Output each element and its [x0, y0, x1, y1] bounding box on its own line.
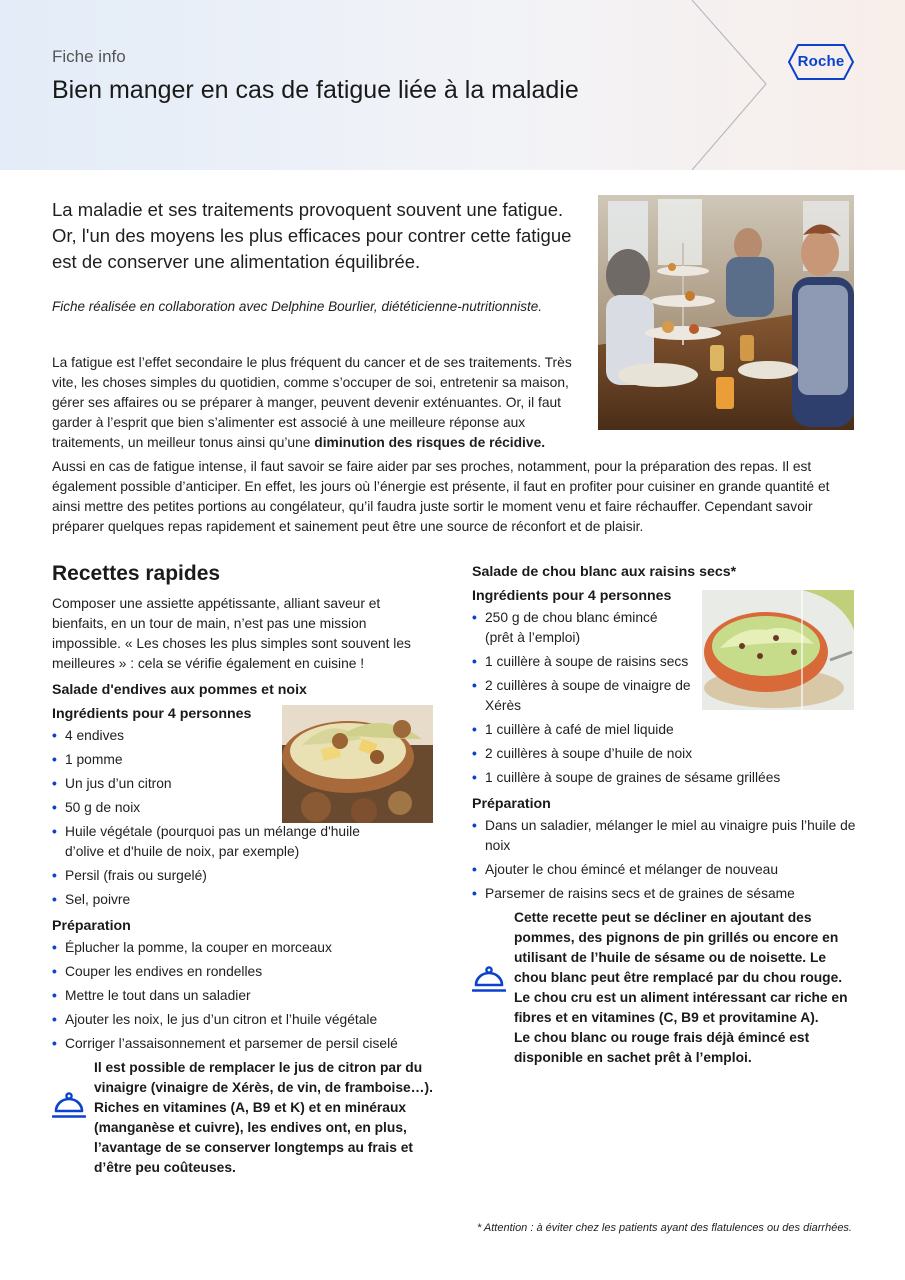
header-banner — [0, 0, 905, 170]
list-item: • 50 g de noix — [52, 798, 442, 818]
list-item: • Couper les endives en rondelles — [52, 962, 442, 982]
list-item: • Ajouter les noix, le jus d’un citron et l’huile végétale — [52, 1010, 442, 1030]
document-kicker: Fiche info — [52, 47, 126, 66]
list-item: • 2 cuillères à soupe de vinaigre de Xérès — [472, 676, 702, 716]
list-item: • Parsemer de raisins secs et de graines de sésame — [472, 884, 862, 904]
left-column — [52, 560, 442, 1178]
list-item: • Éplucher la pomme, la couper en morceaux — [52, 938, 442, 958]
recipe2-tip-text-1: Cette recette peut se décliner en ajoutant des pommes, des pignons de pin grillés ou encore en utilisant de l’huile de sésame ou de noisette. Le chou blanc peut être remplacé par du chou rouge. Le chou cru est un aliment intéressant car riche en fibres et en vitamines (C, B9 et provitamine A). — [514, 910, 848, 1025]
credit-line: Fiche réalisée en collaboration avec Delphine Bourlier, diététicienne-nutritionniste. — [52, 299, 543, 314]
list-item: • 4 endives — [52, 726, 442, 746]
list-item: • 2 cuillères à soupe d’huile de noix — [472, 744, 862, 764]
photo-illustration — [598, 195, 854, 430]
list-item: • 1 cuillère à soupe de graines de sésame grillées — [472, 768, 862, 788]
recipe1-tip-text: Il est possible de remplacer le jus de citron par du vinaigre (vinaigre de Xérès, de vin, de framboise…). Riches en vitamines (A, B9 et K) et en minéraux (manganèse et cuivre), les endives ont, en plus, l’avantage de se conserver longtemps au frais et d’être peu coûteuses. — [94, 1060, 433, 1175]
recipe2-ingredients-label: Ingrédients pour 4 personnes — [472, 588, 672, 604]
list-item: • Huile végétale (pourquoi pas un mélange d'huile d’olive et d'huile de noix, par exemple) — [52, 822, 442, 862]
list-item: • 1 cuillère à soupe de raisins secs — [472, 652, 862, 672]
intro-paragraph-2: Aussi en cas de fatigue intense, il faut savoir se faire aider par ses proches, notamment, pour la préparation des repas. Il est également possible d’anticiper. En effet, les jours où l’énergie est présente, il faut en profiter pour cuisiner en grande quantité et ainsi mettre des petites portions au congélateur, qu’il faudra juste sortir le moment venu et faire réchauffer. Cependant savoir préparer quelques repas rapidement et sainement peut être une source de réconfort et de plaisir. — [52, 459, 830, 534]
page-title: Bien manger en cas de fatigue liée à la maladie — [52, 76, 579, 104]
recipe2-steps-list — [472, 816, 862, 904]
recipe1-tip — [52, 1058, 442, 1178]
recipe1-preparation-label: Préparation — [52, 918, 131, 934]
recipe2-tip-text-2: Le chou blanc ou rouge frais déjà émincé est disponible en sachet prêt à l’emploi. — [514, 1030, 810, 1065]
recipes-heading: Recettes rapides — [52, 562, 221, 585]
serving-cloche-icon — [472, 966, 506, 994]
list-item: • Corriger l’assaisonnement et parsemer de persil ciselé — [52, 1034, 442, 1054]
list-item: • 1 pomme — [52, 750, 442, 770]
intro-paragraph-1 — [52, 353, 582, 453]
roche-logo[interactable] — [788, 44, 854, 80]
recipe1-ingredients-label: Ingrédients pour 4 personnes — [52, 706, 252, 722]
recipe2-tip — [472, 908, 862, 1068]
family-breakfast-photo — [598, 195, 854, 430]
intro-paragraph-1-emphasis: diminution des risques de récidive. — [314, 435, 546, 450]
recipe1-steps-list — [52, 938, 442, 1054]
lead-paragraph: La maladie et ses traitements provoquent souvent une fatigue. Or, l'un des moyens les plus efficaces pour contrer cette fatigue est de conserver une alimentation équilibrée. — [52, 199, 572, 272]
list-item: • 250 g de chou blanc émincé (prêt à l’emploi) — [472, 608, 682, 648]
recipe1-title: Salade d'endives aux pommes et noix — [52, 682, 307, 698]
list-item: • Un jus d’un citron — [52, 774, 442, 794]
endive-salad-photo — [282, 705, 433, 823]
list-item: • Dans un saladier, mélanger le miel au vinaigre puis l’huile de noix — [472, 816, 862, 856]
recipe2-title: Salade de chou blanc aux raisins secs* — [472, 564, 737, 580]
list-item: • Ajouter le chou émincé et mélanger de nouveau — [472, 860, 862, 880]
list-item: • 1 cuillère à café de miel liquide — [472, 720, 862, 740]
logo-text: Roche — [797, 53, 845, 70]
recipes-intro: Composer une assiette appétissante, alliant saveur et bienfaits, en un tour de main, n’est pas une mission impossible. « Les choses les plus simples sont souvent les meilleures » : cela se vérifie également en cuisine ! — [52, 596, 411, 671]
footnote: * Attention : à éviter chez les patients ayant des flatulences ou des diarrhées. — [476, 1222, 852, 1234]
recipe2-preparation-label: Préparation — [472, 796, 551, 812]
cabbage-salad-illustration — [702, 590, 854, 710]
serving-cloche-icon — [52, 1092, 86, 1120]
list-item: • Mettre le tout dans un saladier — [52, 986, 442, 1006]
list-item: • Persil (frais ou surgelé) — [52, 866, 442, 886]
intro-paragraph-1-text: La fatigue est l’effet secondaire le plus fréquent du cancer et de ses traitements. Très vite, les choses simples du quotidien, comme s’occuper de soi, entretenir sa maison, gérer ses affaires ou se préparer à manger, peuvent devenir exténuantes. Or, il faut garder à l’esprit que bien s’alimenter est associé à une meilleure réponse aux traitements, un meilleur tonus ainsi qu’une — [52, 355, 572, 450]
list-item: • Sel, poivre — [52, 890, 442, 910]
endive-salad-illustration — [282, 705, 433, 823]
cabbage-salad-photo — [702, 590, 854, 710]
